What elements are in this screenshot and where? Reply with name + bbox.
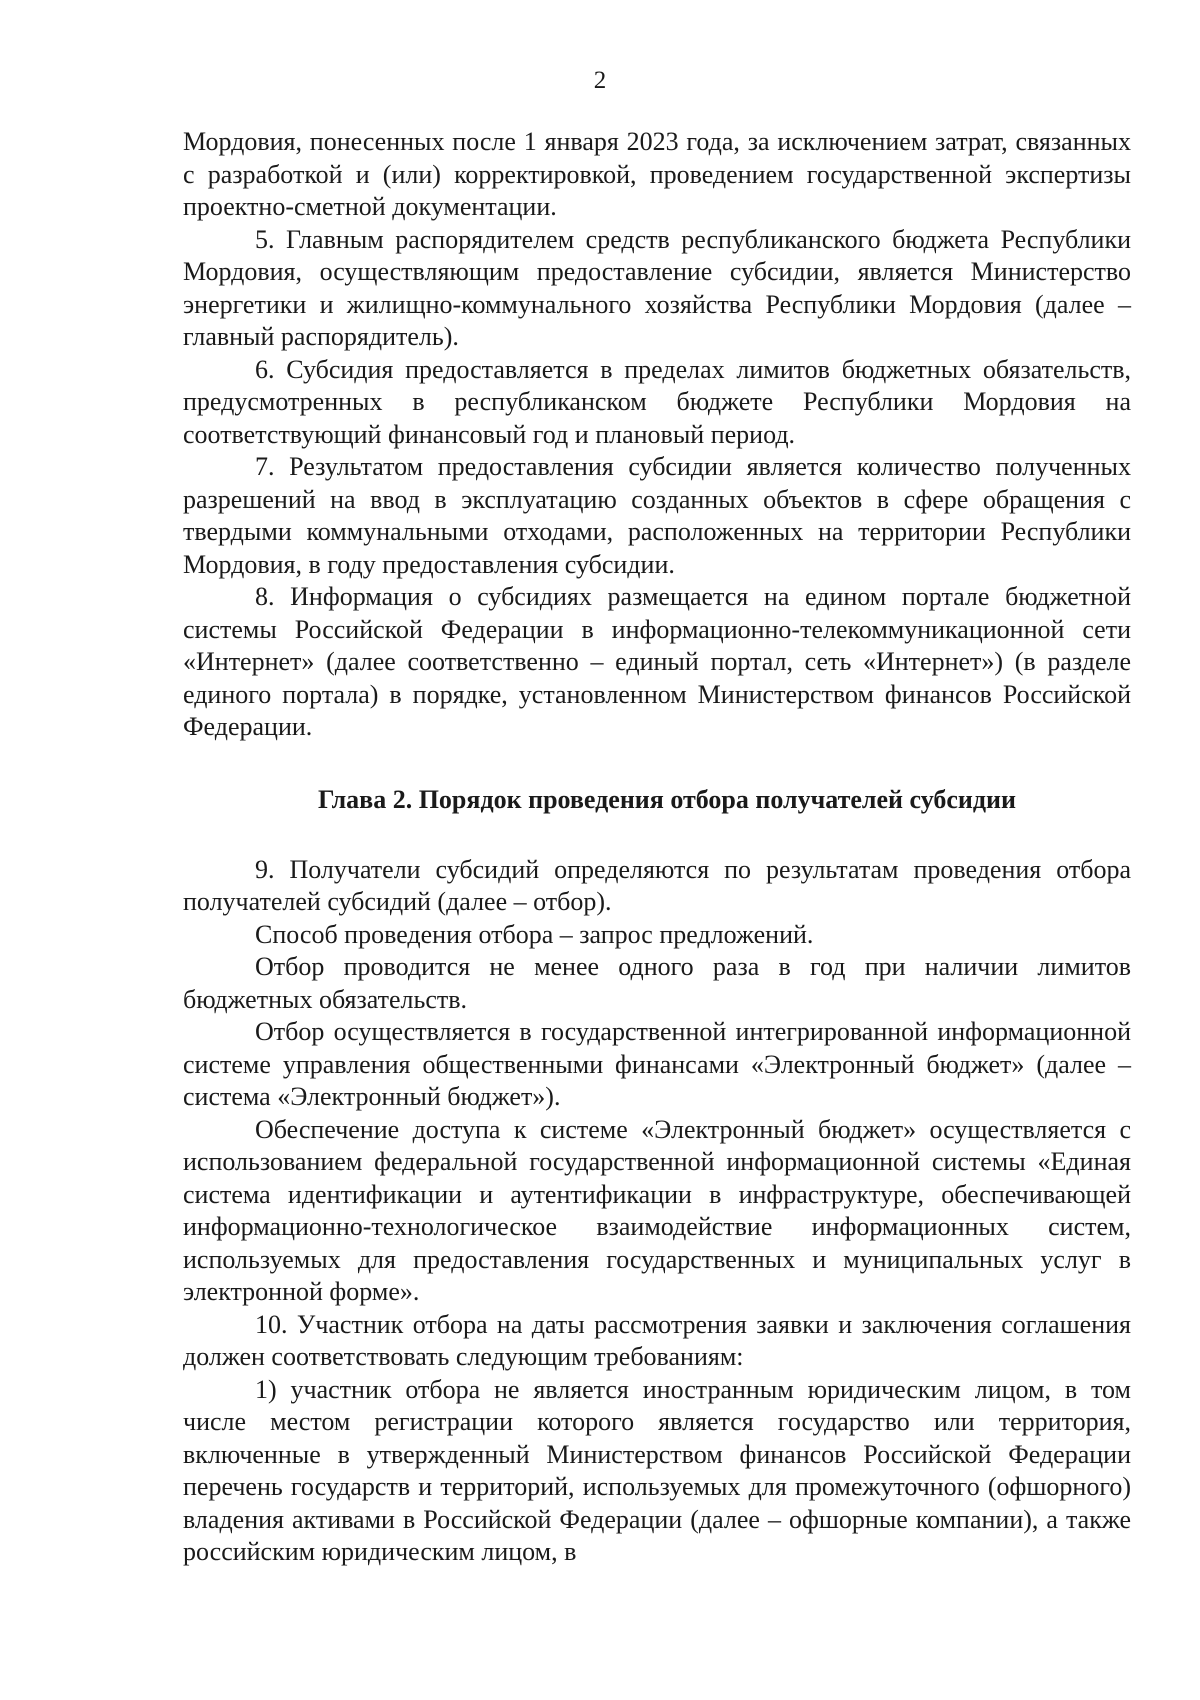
paragraph-10-item-1: 1) участник отбора не является иностранным юридическим лицом, в том числе местом регистрации которого является государство или территория, включенные в утвержденный Министерством финансов Российской Федерации перечень государств и территорий, используемых для промежуточного (офшорного) владения активами в Российской Федерации (далее – офшорные компании), а также российским юридическим лицом, в	[183, 1374, 1131, 1566]
paragraph-10: 10. Участник отбора на даты рассмотрения заявки и заключения соглашения должен соответствовать следующим требованиям:	[183, 1309, 1131, 1371]
paragraph-9-frequency: Отбор проводится не менее одного раза в год при наличии лимитов бюджетных обязательств.	[183, 952, 1131, 1014]
paragraph-9-method: Способ проведения отбора – запрос предложений.	[255, 919, 814, 949]
paragraph-9-system: Отбор осуществляется в государственной интегрированной информационной системе управления общественными финансами «Электронный бюджет» (далее – система «Электронный бюджет»).	[183, 1017, 1131, 1111]
paragraph-9-access: Обеспечение доступа к системе «Электронный бюджет» осуществляется с использованием федеральной государственной информационной системы «Единая система идентификации и аутентификации в инфраструктуре, обеспечивающей информационно-технологическое взаимодействие информационных систем, используемых для предоставления государственных и муниципальных услуг в электронной форме».	[183, 1114, 1131, 1306]
paragraph-6: 6. Субсидия предоставляется в пределах лимитов бюджетных обязательств, предусмотренных в республиканском бюджете Республики Мордовия на соответствующий финансовый год и плановый период.	[183, 354, 1131, 449]
chapter-2-heading: Глава 2. Порядок проведения отбора получателей субсидии	[317, 784, 1017, 814]
document-body	[183, 126, 1131, 1569]
page-number: 2	[593, 67, 607, 94]
paragraph-7: 7. Результатом предоставления субсидии является количество полученных разрешений на ввод в эксплуатацию созданных объектов в сфере обращения с твердыми коммунальными отходами, расположенных на территории Республики Мордовия, в году предоставления субсидии.	[183, 452, 1131, 579]
intro-paragraph: Мордовия, понесенных после 1 января 2023 года, за исключением затрат, связанных с разработкой и (или) корректировкой, проведением государственной экспертизы проектно-сметной документации.	[183, 127, 1131, 221]
paragraph-5: 5. Главным распорядителем средств республиканского бюджета Республики Мордовия, осуществляющим предоставление субсидии, является Министерство энергетики и жилищно-коммунального хозяйства Республики Мордовия (далее – главный распорядитель).	[183, 224, 1131, 351]
paragraph-8: 8. Информация о субсидиях размещается на едином портале бюджетной системы Российской Федерации в информационно-телекоммуникационной сети «Интернет» (далее соответственно – единый портал, сеть «Интернет») (в разделе единого портала) в порядке, установленном Министерством финансов Российской Федерации.	[183, 582, 1131, 741]
paragraph-9: 9. Получатели субсидий определяются по результатам проведения отбора получателей субсидий (далее – отбор).	[183, 854, 1131, 916]
